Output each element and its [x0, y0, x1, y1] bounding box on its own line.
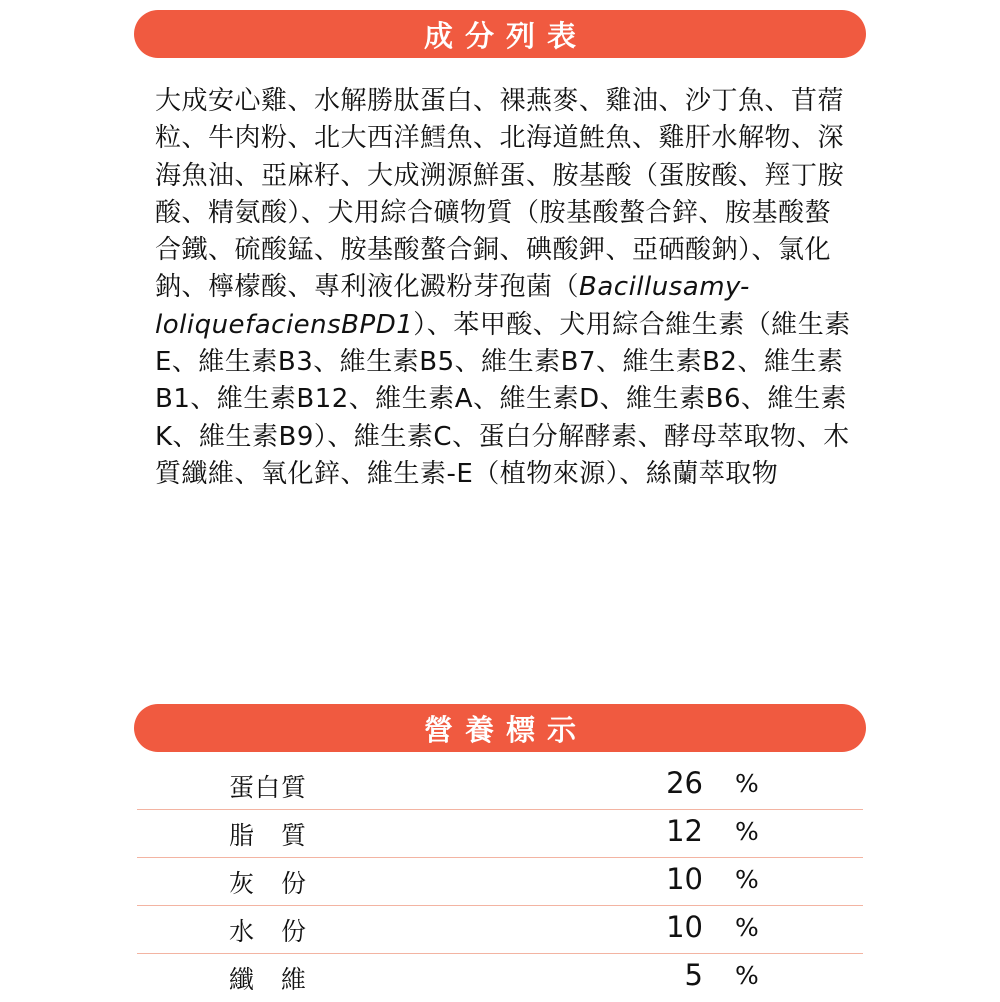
- nutrient-value: 10: [666, 862, 703, 896]
- nutrient-value: 5: [684, 958, 703, 992]
- ingredients-latin-name: Bacillusamy-loliquefaciensBPD1: [155, 272, 750, 340]
- nutrition-table: [137, 762, 863, 1002]
- ingredients-title: 成分列表: [423, 18, 588, 53]
- nutrition-header-banner: [134, 704, 866, 752]
- nutrient-unit: %: [735, 913, 759, 942]
- nutrition-row-fiber: [137, 954, 863, 1002]
- ingredients-header-banner: [134, 10, 866, 58]
- nutrient-name: 蛋白質: [229, 773, 308, 802]
- nutrient-value: 12: [666, 814, 703, 848]
- nutrient-name: 纖 維: [229, 965, 308, 994]
- nutrition-row-moisture: [137, 906, 863, 954]
- nutrient-unit: %: [735, 817, 759, 846]
- nutrient-name: 脂 質: [229, 821, 308, 850]
- nutrient-value: 10: [666, 910, 703, 944]
- nutrition-title: 營養標示: [423, 712, 588, 747]
- ingredients-list: [155, 83, 855, 493]
- nutrition-row-protein: [137, 762, 863, 810]
- nutrition-row-ash: [137, 858, 863, 906]
- ingredients-text-part-1: 大成安心雞、水解勝肽蛋白、裸燕麥、雞油、沙丁魚、苜蓿粒、牛肉粉、北大西洋鱈魚、北海道鮏魚、雞肝水解物、深海魚油、亞麻籽、大成溯源鮮蛋、胺基酸（蛋胺酸、羥丁胺酸、精氨酸）、犬用綜合礦物質（胺基酸螯合鋅、胺基酸螯合鐵、硫酸錳、胺基酸螯合銅、碘酸鉀、亞硒酸鈉）、氯化鈉、檸檬酸、專利液化澱粉芽孢菌（: [155, 86, 845, 303]
- nutrient-name: 灰 份: [229, 869, 308, 898]
- ingredients-text-part-2: ）、苯甲酸、犬用綜合維生素（維生素E、維生素B3、維生素B5、維生素B7、維生素B2、維生素B1、維生素B12、維生素A、維生素D、維生素B6、維生素K、維生素B9）、維生素C、蛋白分解酵素、酵母萃取物、木質纖維、氧化鋅、維生素-E（植物來源）、絲蘭萃取物: [155, 309, 851, 489]
- nutrient-value: 26: [666, 766, 703, 800]
- nutrient-unit: %: [735, 865, 759, 894]
- nutrient-unit: %: [735, 961, 759, 990]
- nutrient-name: 水 份: [229, 917, 308, 946]
- nutrient-unit: %: [735, 769, 759, 798]
- nutrition-row-fat: [137, 810, 863, 858]
